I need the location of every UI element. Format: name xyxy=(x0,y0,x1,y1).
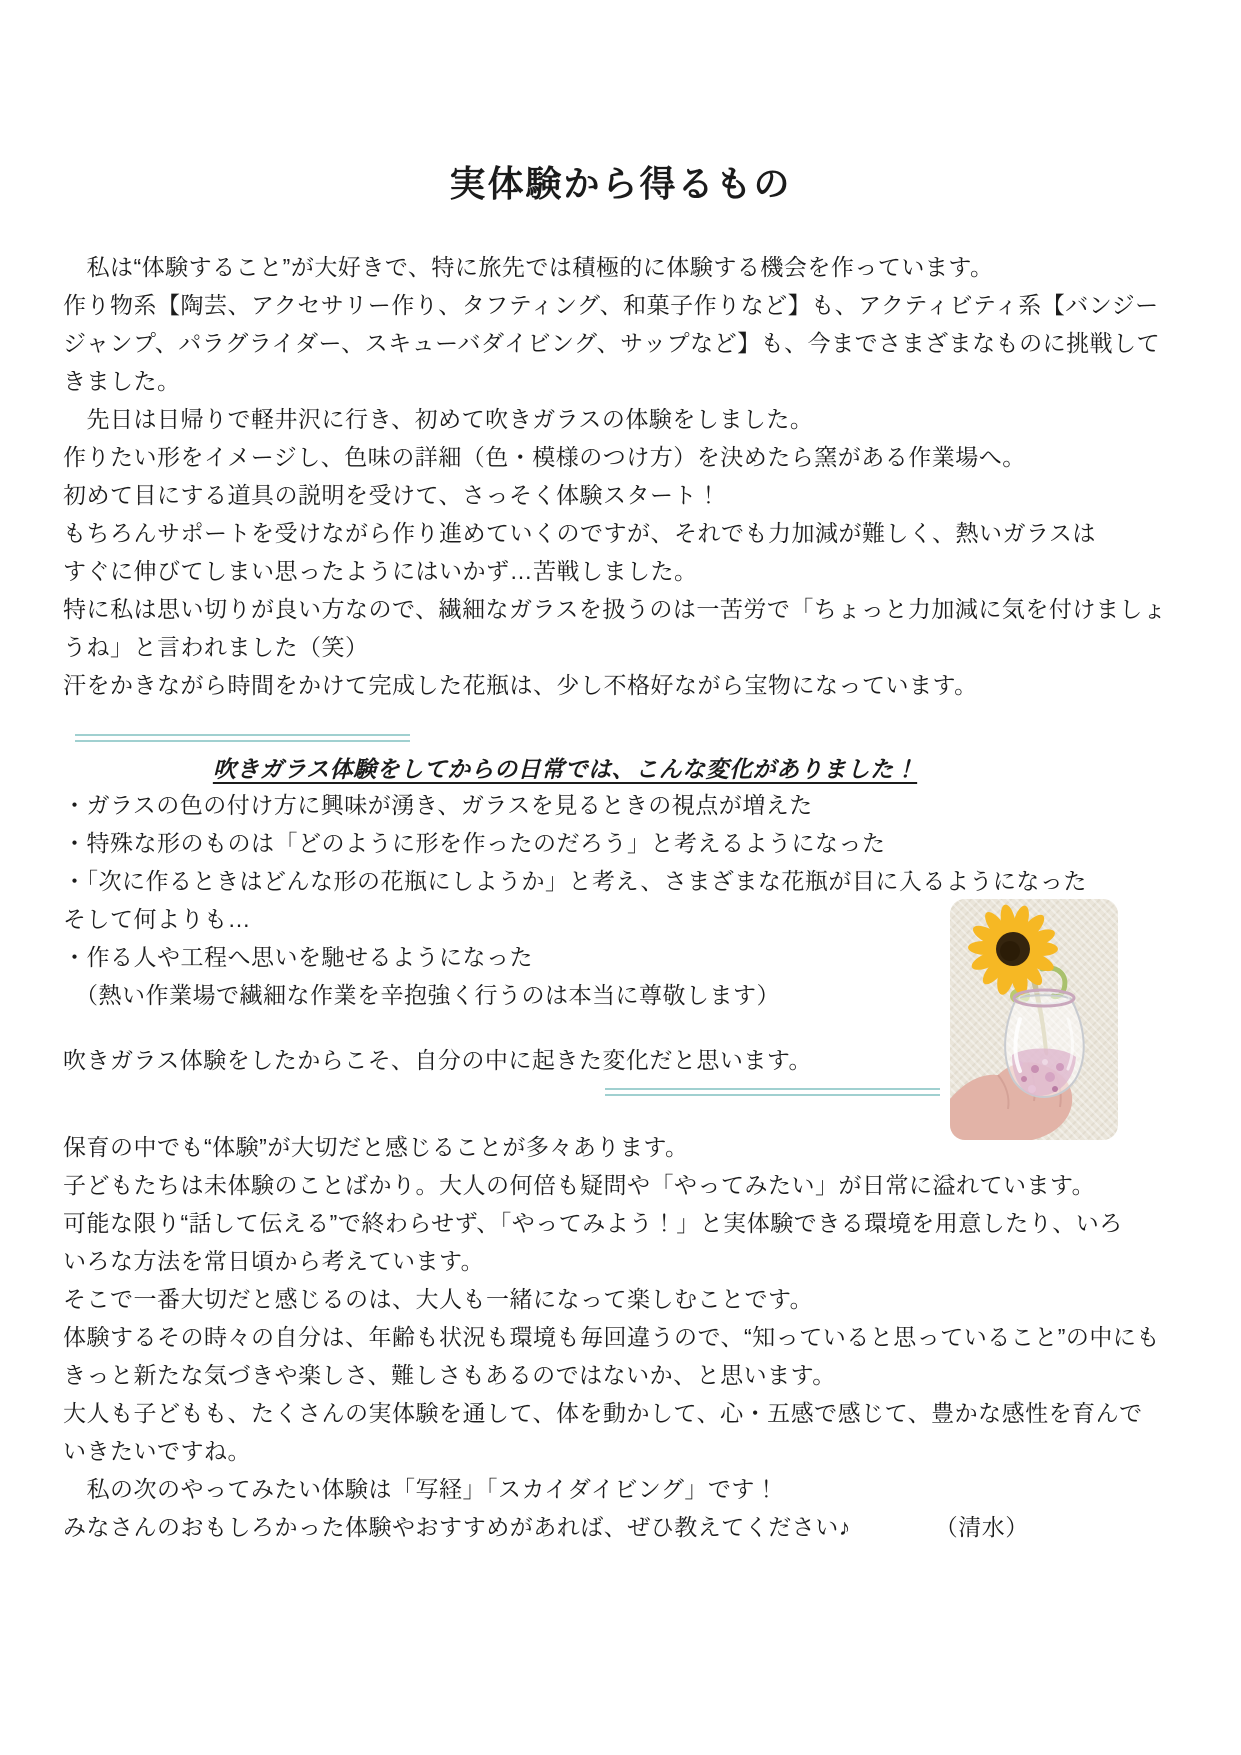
text-line: 特に私は思い切りが良い方なので、繊細なガラスを扱うのは一苦労で「ちょっと力加減に気を付けましょ xyxy=(63,596,1167,622)
text-line: いきたいですね。 xyxy=(63,1438,251,1464)
closing-line xyxy=(63,1508,1213,1546)
text-line: そこで一番大切だと感じるのは、大人も一緒になって楽しむことです。 xyxy=(63,1286,814,1312)
text-line: すぐに伸びてしまい思ったようにはいかず…苦戦しました。 xyxy=(63,558,698,584)
bullet-item: ・特殊な形のものは「どのように形を作ったのだろう」と考えるようになった xyxy=(63,830,886,856)
text-line: 初めて目にする道具の説明を受けて、さっそく体験スタート！ xyxy=(63,482,721,508)
closing-text: みなさんのおもしろかった体験やおすすめがあれば、ぜひ教えてください♪ xyxy=(63,1514,851,1540)
reflection-line: 吹きガラス体験をしたからこそ、自分の中に起きた変化だと思います。 xyxy=(63,1047,813,1073)
changes-heading-row xyxy=(10,752,1120,786)
author-signature: （清水） xyxy=(934,1514,1029,1540)
text-line: 体験するその時々の自分は、年齢も状況も環境も毎回違うので、“知っていると思っていること”の中にも xyxy=(63,1324,1160,1350)
text-line: 大人も子どもも、たくさんの実体験を通して、体を動かして、心・五感で感じて、豊かな感性を育んで xyxy=(63,1400,1143,1426)
page-title: 実体験から得るもの xyxy=(449,163,792,204)
text-line: 可能な限り“話して伝える”で終わらせず、「やってみよう！」と実体験できる環境を用意したり、いろ xyxy=(63,1210,1123,1236)
text-line: もちろんサポートを受けながら作り進めていくのですが、それでも力加減が難しく、熱いガラスは xyxy=(63,520,1096,546)
teal-double-divider-right xyxy=(605,1088,940,1096)
glass-vase xyxy=(1005,990,1084,1097)
text-line: きっと新たな気づきや楽しさ、難しさもあるのではないか、と思います。 xyxy=(63,1362,836,1388)
text-line: （熱い作業場で繊細な作業を辛抱強く行うのは本当に尊敬します） xyxy=(63,982,780,1008)
text-line: いろな方法を常日頃から考えています。 xyxy=(63,1248,485,1274)
sunflower-vase-photo xyxy=(950,899,1118,1140)
bullet-item: ・作る人や工程へ思いを馳せるようになった xyxy=(63,944,533,970)
intro-paragraph xyxy=(63,248,1213,704)
text-line: 保育の中でも“体験”が大切だと感じることが多々あります。 xyxy=(63,1134,689,1160)
text-line: きました。 xyxy=(63,368,181,394)
text-line: 私の次のやってみたい体験は「写経」「スカイダイビング」です！ xyxy=(63,1476,779,1502)
text-line: 私は“体験すること”が大好きで、特に旅先では積極的に体験する機会を作っています。 xyxy=(63,254,994,280)
text-line: 作りたい形をイメージし、色味の詳細（色・模様のつけ方）を決めたら窯がある作業場へ。 xyxy=(63,444,1026,470)
text-line: 作り物系【陶芸、アクセサリー作り、タフティング、和菓子作りなど】も、アクティビティ系【バンジー xyxy=(63,292,1159,318)
bullet-item: ・ガラスの色の付け方に興味が湧き、ガラスを見るときの視点が増えた xyxy=(63,792,813,818)
text-line: 子どもたちは未体験のことばかり。大人の何倍も疑問や「やってみたい」が日常に溢れています。 xyxy=(63,1172,1096,1198)
bullet-item: ・「次に作るときはどんな形の花瓶にしようか」と考え、さまざまな花瓶が目に入るようになった xyxy=(63,868,1087,894)
childcare-paragraph xyxy=(63,1128,1213,1546)
text-line: 先日は日帰りで軽井沢に行き、初めて吹きガラスの体験をしました。 xyxy=(63,406,814,432)
text-line: ジャンプ、パラグライダー、スキューバダイビング、サップなど】も、今までさまざまなものに挑戦して xyxy=(63,330,1161,356)
changes-heading: 吹きガラス体験をしてからの日常では、こんな変化がありました！ xyxy=(212,756,918,782)
sunflower-icon xyxy=(968,903,1058,996)
teal-double-divider-left xyxy=(75,734,410,742)
text-line: 汗をかきながら時間をかけて完成した花瓶は、少し不格好ながら宝物になっています。 xyxy=(63,672,978,698)
text-line: うね」と言われました（笑） xyxy=(63,634,369,660)
sunflower-vase-illustration xyxy=(950,899,1118,1140)
text-line: そして何よりも… xyxy=(63,906,251,932)
